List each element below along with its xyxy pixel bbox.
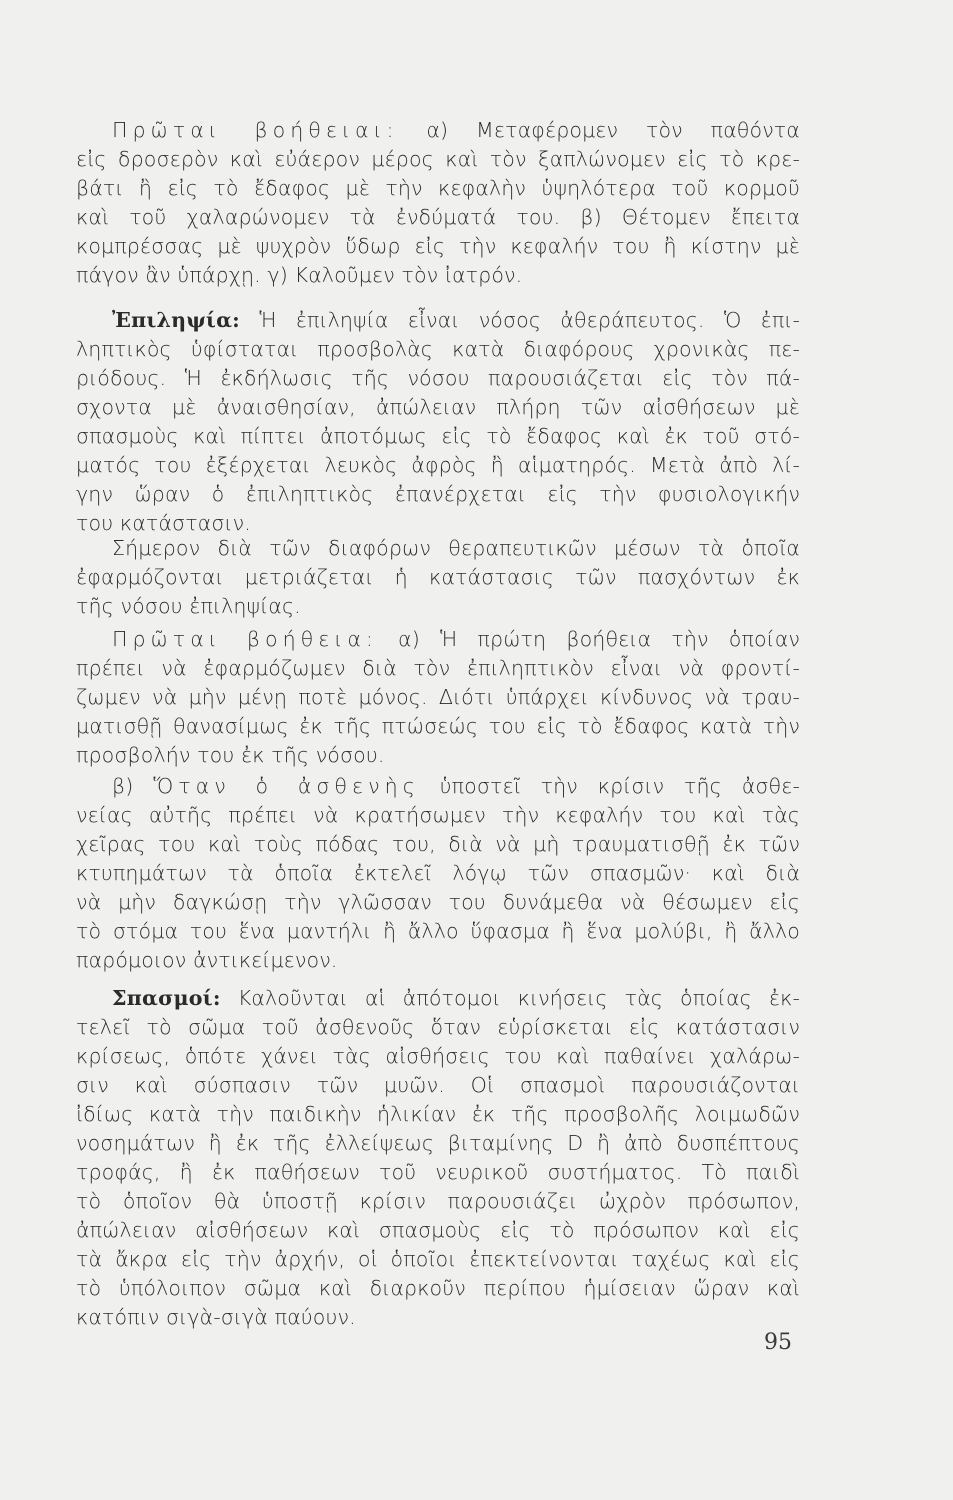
line-text: α) Ἡ πρώτη βοήθεια τὴν ὁποίαν — [377, 627, 801, 651]
text-line: βάτι ἢ εἰς τὸ ἔδαφος μὲ τὴν κεφαλὴν ὑψηλότερα τοῦ κορμοῦ — [76, 176, 800, 200]
text-line: προσβολήν του ἐκ τῆς νόσου. — [76, 743, 385, 767]
text-line: καὶ τοῦ χαλαρώνομεν τὰ ἐνδύματά του. β) Θέτομεν ἔπειτα — [76, 205, 800, 229]
text-line: νὰ μὴν δαγκώσῃ τὴν γλῶσσαν του δυνάμεθα νὰ θέσωμεν εἰς — [76, 890, 800, 914]
text-line — [112, 984, 800, 1013]
spaced-heading: Πρῶται βοήθειαι: — [112, 118, 399, 142]
text-line: ληπτικὸς ὑφίσταται προσβολὰς κατὰ διαφόρους χρονικὰς πε- — [76, 337, 800, 361]
text-line: ἀπώλειαν αἰσθήσεων καὶ σπασμοὺς εἰς τὸ πρόσωπον καὶ εἰς — [76, 1218, 800, 1242]
text-line: νείας αὐτῆς πρέπει νὰ κρατήσωμεν τὴν κεφαλήν του καὶ τὰς — [76, 803, 800, 827]
text-line: ματισθῇ θανασίμως ἐκ τῆς πτώσεώς του εἰς τὸ ἔδαφος κατὰ τὴν — [76, 714, 800, 738]
text-line: κατόπιν σιγὰ-σιγὰ παύουν. — [76, 1305, 356, 1329]
spaced-heading: Πρῶται βοήθεια: — [112, 627, 378, 651]
text-line: πρέπει νὰ ἐφαρμόζωμεν διὰ τὸν ἐπιληπτικὸν εἶναι νὰ φροντί- — [76, 656, 800, 680]
line-text: Ἡ ἐπιληψία εἶναι νόσος ἀθεράπευτος. Ὁ ἐπι- — [239, 308, 800, 332]
text-line: τὸ ὑπόλοιπον σῶμα καὶ διαρκοῦν περίπου ἡμίσειαν ὥραν καὶ — [76, 1276, 800, 1300]
list-marker: β) — [112, 774, 154, 798]
section-heading-convulsions: Σπασμοί: — [112, 986, 221, 1010]
text-line: ματός του ἐξέρχεται λευκὸς ἀφρὸς ἢ αἱματηρός. Μετὰ ἀπὸ λί- — [76, 453, 800, 477]
text-line: γην ὥραν ὁ ἐπιληπτικὸς ἐπανέρχεται εἰς τὴν φυσιολογικήν — [76, 482, 800, 506]
text-line: ζωμεν νὰ μὴν μένῃ ποτὲ μόνος. Διότι ὑπάρχει κίνδυνος νὰ τραυ- — [76, 685, 800, 709]
text-line — [112, 772, 800, 801]
spaced-heading: Ὅταν ὁ ἀσθενὴς — [153, 774, 420, 798]
text-line: ἰδίως κατὰ τὴν παιδικὴν ἡλικίαν ἐκ τῆς προσβολῆς λοιμωδῶν — [76, 1102, 800, 1126]
text-line: τροφάς, ἢ ἐκ παθήσεων τοῦ νευρικοῦ συστήματος. Τὸ παιδὶ — [76, 1160, 800, 1184]
text-line: σχοντα μὲ ἀναισθησίαν, ἀπώλειαν πλήρη τῶν αἰσθήσεων μὲ — [76, 395, 800, 419]
text-line — [112, 116, 800, 145]
text-line: τῆς νόσου ἐπιληψίας. — [76, 594, 301, 618]
text-line — [112, 306, 800, 335]
text-line: σιν καὶ σύσπασιν τῶν μυῶν. Οἱ σπασμοὶ παρουσιάζονται — [76, 1073, 800, 1097]
text-line: κομπρέσσας μὲ ψυχρὸν ὕδωρ εἰς τὴν κεφαλήν του ἢ κίστην μὲ — [76, 234, 800, 258]
text-line: ριόδους. Ἡ ἐκδήλωσις τῆς νόσου παρουσιάζεται εἰς τὸν πά- — [76, 366, 800, 390]
text-line: τὸ ὁποῖον θὰ ὑποστῇ κρίσιν παρουσιάζει ὠχρὸν πρόσωπον, — [76, 1189, 800, 1213]
text-line — [112, 625, 800, 654]
text-line: τὸ στόμα του ἕνα μαντήλι ἢ ἄλλο ὕφασμα ἢ ἕνα μολύβι, ἢ ἄλλο — [76, 919, 800, 943]
text-line: Σήμερον διὰ τῶν διαφόρων θεραπευτικῶν μέσων τὰ ὁποῖα — [112, 536, 800, 560]
text-line: χεῖρας του καὶ τοὺς πόδας του, διὰ νὰ μὴ τραυματισθῇ ἐκ τῶν — [76, 832, 800, 856]
text-line: ἐφαρμόζονται μετριάζεται ἡ κατάστασις τῶν πασχόντων ἐκ — [76, 565, 800, 589]
text-line: σπασμοὺς καὶ πίπτει ἀποτόμως εἰς τὸ ἔδαφος καὶ ἐκ τοῦ στό- — [76, 424, 800, 448]
page-number: 95 — [764, 1330, 792, 1355]
text-line: τὰ ἄκρα εἰς τὴν ἀρχήν, οἱ ὁποῖοι ἐπεκτείνονται ταχέως καὶ εἰς — [76, 1247, 800, 1271]
text-line: τελεῖ τὸ σῶμα τοῦ ἀσθενοῦς ὅταν εὑρίσκεται εἰς κατάστασιν — [76, 1015, 800, 1039]
text-line: παρόμοιον ἀντικείμενον. — [76, 948, 338, 972]
text-line: κρίσεως, ὁπότε χάνει τὰς αἰσθήσεις του καὶ παθαίνει χαλάρω- — [76, 1044, 800, 1068]
text-line: νοσημάτων ἢ ἐκ τῆς ἐλλείψεως βιταμίνης D ἢ ἀπὸ δυσπέπτους — [76, 1131, 800, 1155]
line-text: α) Μεταφέρομεν τὸν παθόντα — [398, 118, 800, 142]
section-heading-epilepsy: Ἐπιληψία: — [112, 308, 240, 332]
text-line: εἰς δροσερὸν καὶ εὐάερον μέρος καὶ τὸν ξαπλώνομεν εἰς τὸ κρε- — [76, 147, 800, 171]
text-line: κτυπημάτων τὰ ὁποῖα ἐκτελεῖ λόγῳ τῶν σπασμῶν· καὶ διὰ — [76, 861, 800, 885]
text-line: του κατάστασιν. — [76, 511, 251, 535]
text-line: πάγον ἂν ὑπάρχῃ. γ) Καλοῦμεν τὸν ἰατρόν. — [76, 263, 523, 287]
line-text: Καλοῦνται αἱ ἀπότομοι κινήσεις τὰς ὁποίας ἐκ- — [220, 986, 800, 1010]
line-text: ὑποστεῖ τὴν κρίσιν τῆς ἀσθε- — [419, 774, 800, 798]
